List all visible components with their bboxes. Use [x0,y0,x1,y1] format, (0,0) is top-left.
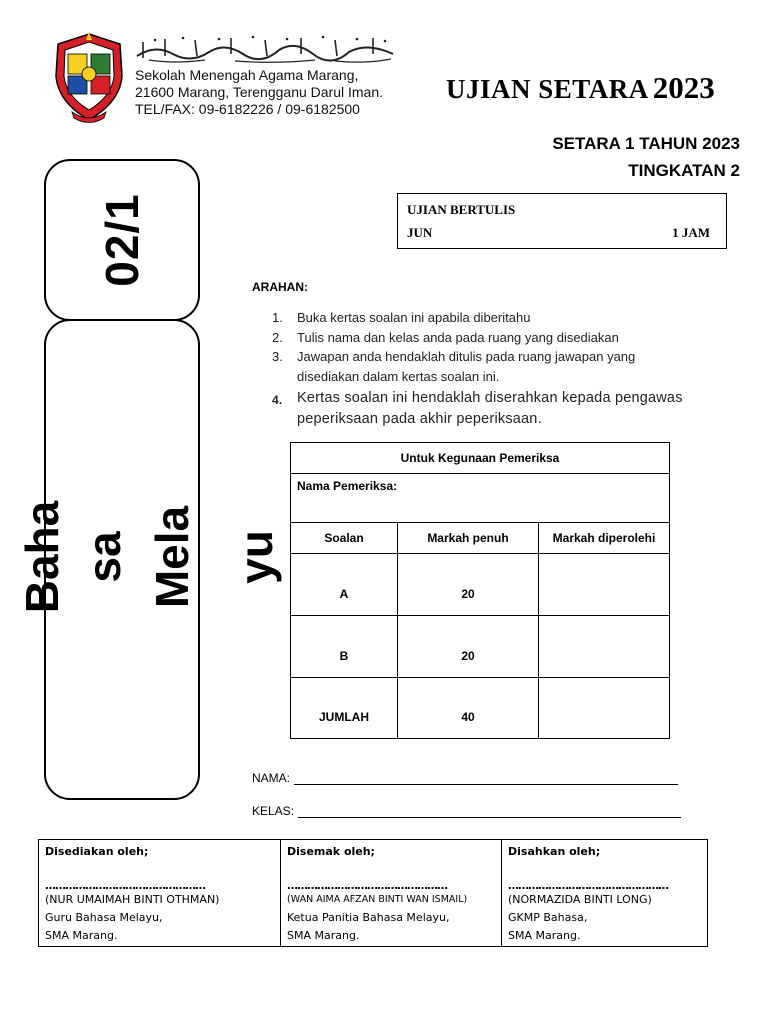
soalan-cell: JUMLAH [291,678,398,739]
column-header: Markah penuh [398,523,539,554]
soalan-cell: A [291,554,398,616]
markah-diperolehi-cell[interactable] [539,554,670,616]
examiner-name-row [291,474,670,523]
signature-cell-prepared [39,840,281,947]
instruction-item [272,388,715,430]
jawi-school-name-calligraphy [135,34,395,64]
signature-title: GKMP Bahasa, [508,911,588,924]
signature-table [38,839,708,947]
kelas-label: KELAS: [252,804,295,818]
signature-place: SMA Marang. [287,929,360,942]
exam-title-year: 2023 [652,70,715,105]
paper-info-box [397,193,727,249]
signature-name: (WAN AIMA AFZAN BINTI WAN ISMAIL) [287,894,468,905]
nama-label: NAMA: [252,771,291,785]
instruction-number: 3. [272,349,283,364]
table-row [39,840,708,947]
kelas-field[interactable] [298,805,681,818]
signature-place: SMA Marang. [508,929,581,942]
instruction-number: 4. [272,393,283,407]
instruction-item [272,328,712,348]
signature-place: SMA Marang. [45,929,118,942]
signature-line: ………………………………………… [287,879,447,892]
instructions-heading: ARAHAN: [252,280,308,294]
nama-field[interactable] [294,772,678,785]
subject-part-2: sa [78,531,130,583]
school-name-line: Sekolah Menengah Agama Marang, [135,67,359,83]
school-logo [50,32,128,124]
paper-code: 02/1 [96,193,148,287]
table-row [291,616,670,678]
examiner-table [290,442,670,739]
signature-title: Ketua Panitia Bahasa Melayu, [287,911,450,924]
instructions-list [272,308,712,430]
paper-month: JUN [407,225,433,240]
subject-part-1: Baha [16,500,68,614]
signature-role: Disahkan oleh; [508,845,601,858]
instruction-item [272,347,672,386]
subject-part-3: Mela [146,505,198,609]
column-header: Markah diperolehi [539,523,670,554]
nama-row [252,771,678,785]
paper-code-box [44,159,200,321]
markah-penuh-cell: 20 [398,616,539,678]
tingkatan-line: TINGKATAN 2 [628,161,740,180]
table-title-row [291,443,670,474]
signature-cell-approved [502,840,708,947]
markah-diperolehi-cell[interactable] [539,678,670,739]
exam-title-text: UJIAN SETARA [446,74,649,104]
signature-title: Guru Bahasa Melayu, [45,911,163,924]
instruction-number: 2. [272,329,283,345]
markah-diperolehi-cell[interactable] [539,616,670,678]
kelas-row [252,804,681,818]
signature-cell-checked [281,840,502,947]
exam-title [446,70,715,106]
instruction-text: Tulis nama dan kelas anda pada ruang yang disediakan [297,329,619,345]
instruction-text: Jawapan anda hendaklah ditulis pada ruang jawapan yang disediakan dalam kertas soalan ini. [297,349,636,384]
instruction-item [272,308,712,328]
column-header: Soalan [291,523,398,554]
school-address [135,67,383,118]
subject-part-4: yu [230,530,282,584]
table-row [291,554,670,616]
instruction-text: Kertas soalan ini hendaklah diserahkan kepada pengawas peperiksaan pada akhir peperiksaan. [297,390,683,427]
signature-name: (NORMAZIDA BINTI LONG) [508,893,652,906]
signature-role: Disediakan oleh; [45,845,149,858]
school-phone-line: TEL/FAX: 09-6182226 / 09-6182500 [135,101,360,117]
instruction-text: Buka kertas soalan ini apabila diberitahu [297,310,531,325]
markah-penuh-cell: 40 [398,678,539,739]
examiner-name-label: Nama Pemeriksa: [291,474,670,523]
school-address-line: 21600 Marang, Terengganu Darul Iman. [135,84,384,100]
table-title: Untuk Kegunaan Pemeriksa [291,443,670,474]
signature-line: ………………………………………… [508,879,668,892]
setara-line: SETARA 1 TAHUN 2023 [552,134,740,153]
signature-role: Disemak oleh; [287,845,375,858]
instruction-number: 1. [272,310,283,325]
signature-name: (NUR UMAIMAH BINTI OTHMAN) [45,893,220,906]
table-header-row [291,523,670,554]
table-row [291,678,670,739]
markah-penuh-cell: 20 [398,554,539,616]
paper-duration: 1 JAM [672,225,710,240]
paper-type: UJIAN BERTULIS [407,202,516,217]
signature-line: ………………………………………… [45,879,205,892]
soalan-cell: B [291,616,398,678]
